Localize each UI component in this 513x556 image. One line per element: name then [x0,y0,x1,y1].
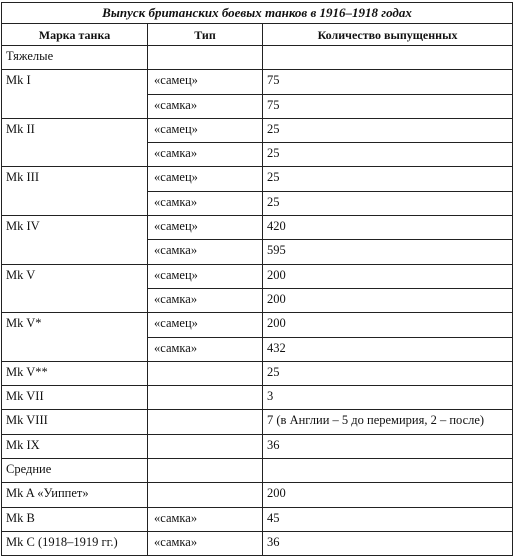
table-body [2,46,513,556]
table-row [2,483,513,507]
production-count-cell: 25 [263,361,513,385]
tank-type-cell: «самец» [148,313,263,337]
column-header-mark: Марка танка [2,24,148,46]
table-row [2,386,513,410]
production-count-cell: 595 [263,240,513,264]
tank-type-cell [148,361,263,385]
production-count-cell: 75 [263,70,513,94]
tank-mark-cell: Mk V* [2,313,148,362]
tank-mark-cell: Mk V [2,264,148,313]
production-count-cell: 7 (в Англии – 5 до перемирия, 2 – после) [263,410,513,434]
tank-type-cell: «самец» [148,167,263,191]
production-count-cell: 200 [263,313,513,337]
tank-mark-cell: Mk VIII [2,410,148,434]
table-title-row [2,3,513,24]
table-row [2,410,513,434]
tank-type-cell: «самка» [148,94,263,118]
production-count-cell: 36 [263,531,513,555]
tank-mark-cell: Mk VII [2,386,148,410]
production-count-cell: 25 [263,167,513,191]
table-row [2,264,513,288]
production-count-cell: 45 [263,507,513,531]
table-row [2,507,513,531]
table-header-row [2,24,513,46]
tank-type-cell [148,410,263,434]
empty-cell [263,459,513,483]
tank-mark-cell: Mk IX [2,434,148,458]
section-label: Средние [2,459,148,483]
table-row [2,313,513,337]
production-count-cell: 200 [263,483,513,507]
production-count-cell: 25 [263,143,513,167]
tank-type-cell: «самка» [148,288,263,312]
column-header-count: Количество выпущенных [263,24,513,46]
tank-type-cell: «самец» [148,216,263,240]
tank-type-cell: «самка» [148,337,263,361]
table-row [2,70,513,94]
table-row [2,361,513,385]
production-count-cell: 420 [263,216,513,240]
tank-type-cell: «самец» [148,264,263,288]
section-label: Тяжелые [2,46,148,70]
tank-type-cell: «самка» [148,191,263,215]
empty-cell [148,459,263,483]
tank-type-cell: «самка» [148,531,263,555]
tank-type-cell: «самец» [148,70,263,94]
production-count-cell: 25 [263,118,513,142]
production-count-cell: 3 [263,386,513,410]
tank-mark-cell: Mk II [2,118,148,167]
tank-mark-cell: Mk B [2,507,148,531]
empty-cell [148,46,263,70]
production-count-cell: 25 [263,191,513,215]
production-count-cell: 432 [263,337,513,361]
column-header-type: Тип [148,24,263,46]
table-title: Выпуск британских боевых танков в 1916–1918 годах [2,3,513,24]
tank-mark-cell: Mk V** [2,361,148,385]
tank-mark-cell: Mk A «Уиппет» [2,483,148,507]
table-row [2,531,513,555]
production-count-cell: 200 [263,264,513,288]
production-count-cell: 75 [263,94,513,118]
tank-type-cell: «самка» [148,143,263,167]
table-section-row [2,46,513,70]
tank-mark-cell: Mk III [2,167,148,216]
table-row [2,167,513,191]
tank-production-table [1,2,513,556]
production-count-cell: 36 [263,434,513,458]
table-section-row [2,459,513,483]
tank-type-cell [148,483,263,507]
document-page [1,2,512,556]
table-row [2,118,513,142]
empty-cell [263,46,513,70]
table-row [2,434,513,458]
production-count-cell: 200 [263,288,513,312]
tank-type-cell: «самец» [148,118,263,142]
tank-type-cell: «самка» [148,507,263,531]
tank-mark-cell: Mk C (1918–1919 гг.) [2,531,148,555]
tank-type-cell [148,386,263,410]
table-row [2,216,513,240]
tank-mark-cell: Mk I [2,70,148,119]
tank-mark-cell: Mk IV [2,216,148,265]
tank-type-cell: «самка» [148,240,263,264]
tank-type-cell [148,434,263,458]
